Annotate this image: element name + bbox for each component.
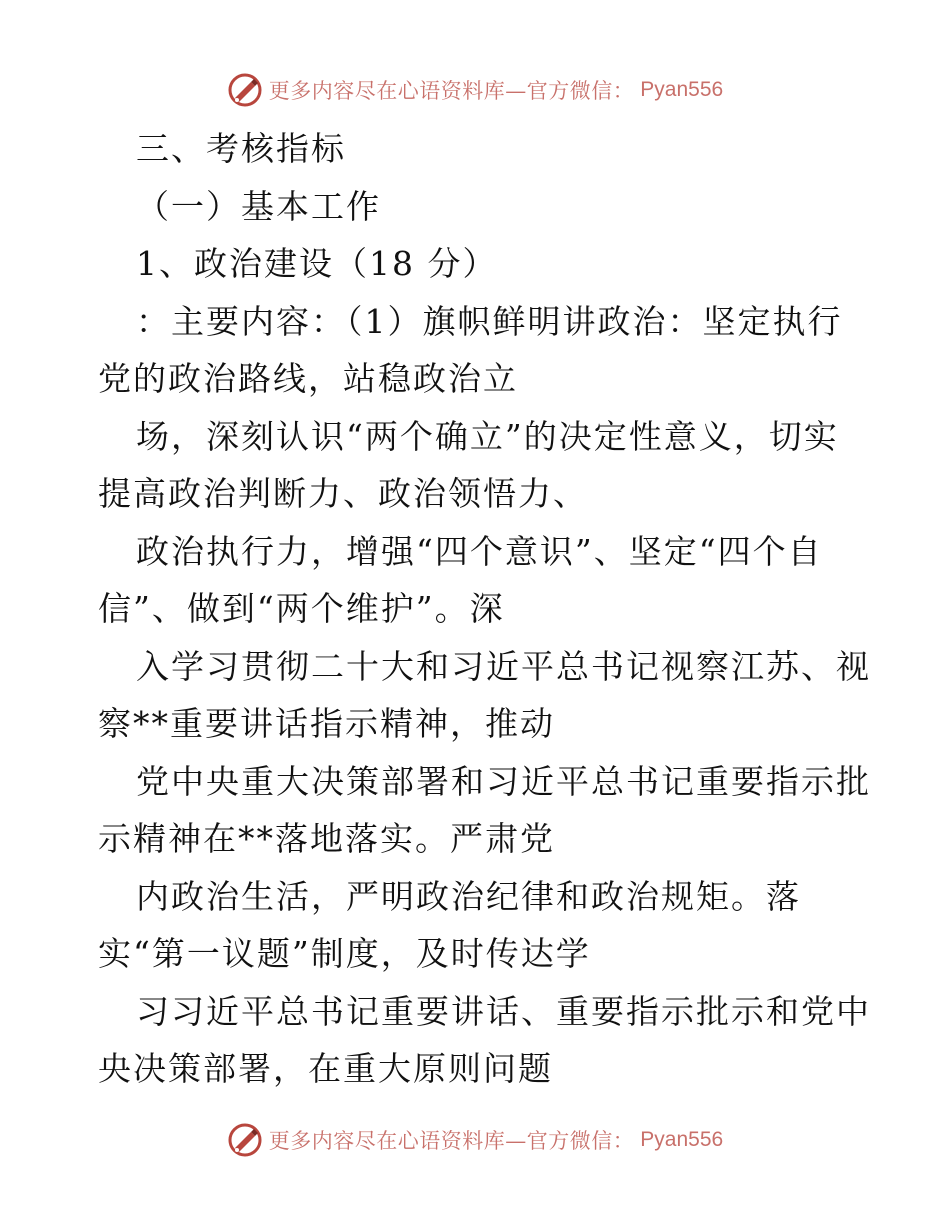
watermark-header [0, 70, 950, 110]
item-heading: 1、政治建设（18 分） [136, 244, 498, 283]
document-body [98, 120, 871, 1098]
paragraph-line: 提高政治判断力、政治领悟力、 [98, 474, 588, 513]
paragraph-line: 习习近平总书记重要讲话、重要指示批示和党中 [136, 991, 871, 1031]
paragraph-line: 信”、做到“两个维护”。深 [98, 589, 505, 628]
watermark-id: Pyan556 [640, 78, 724, 101]
pen-logo-icon [227, 72, 263, 108]
paragraph-line: 察**重要讲话指示精神，推动 [98, 704, 555, 743]
paragraph-line: 入学习贯彻二十大和习近平总书记视察江苏、视 [136, 646, 871, 686]
paragraph-line: 央决策部署，在重大原则问题 [98, 1049, 553, 1088]
paragraph-line: 示精神在**落地落实。严肃党 [98, 819, 555, 858]
watermark-footer [0, 1120, 950, 1160]
paragraph-line: 党中央重大决策部署和习近平总书记重要指示批 [136, 761, 871, 801]
pen-logo-icon [227, 1122, 263, 1158]
subsection-heading: （一）基本工作 [136, 186, 381, 226]
paragraph-line: 内政治生活，严明政治纪律和政治规矩。落 [136, 876, 801, 916]
section-heading: 三、考核指标 [136, 129, 346, 168]
paragraph-line: 场，深刻认识“两个确立”的决定性意义，切实 [136, 416, 839, 456]
watermark-text: 更多内容尽在心语资料库—官方微信： [268, 79, 635, 103]
paragraph-line: ：主要内容：（1）旗帜鲜明讲政治：坚定执行 [136, 301, 843, 341]
paragraph-line: 政治执行力，增强“四个意识”、坚定“四个自 [136, 531, 823, 571]
paragraph-line: 党的政治路线，站稳政治立 [98, 359, 518, 398]
watermark-text: 更多内容尽在心语资料库—官方微信： [268, 1129, 635, 1153]
paragraph-line: 实“第一议题”制度，及时传达学 [98, 934, 591, 973]
watermark-id: Pyan556 [640, 1128, 724, 1151]
